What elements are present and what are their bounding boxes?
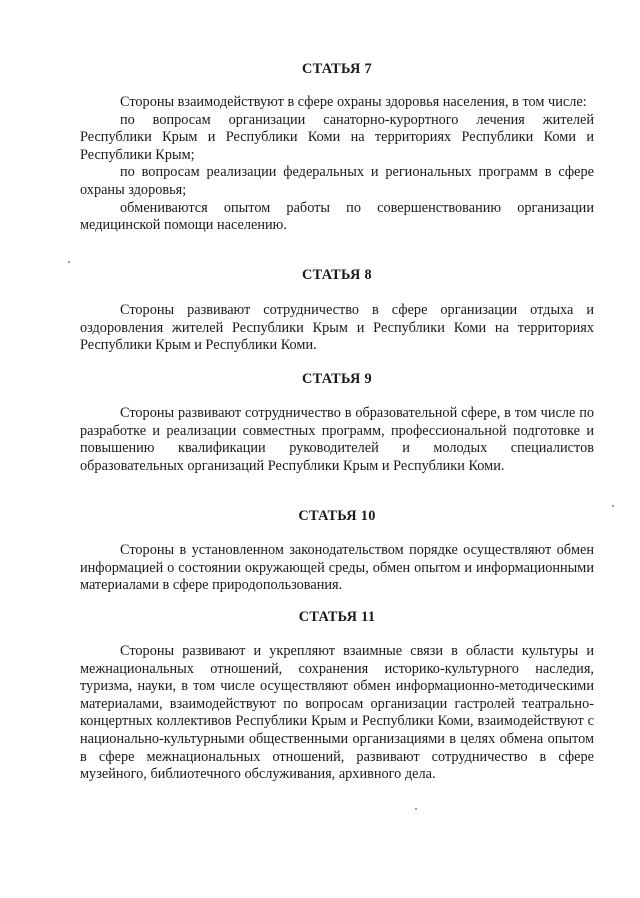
- article-9-paragraph: Стороны развивают сотрудничество в образовательной сфере, в том числе по разработке и реализации совместных программ, профессиональной подготовке и повышению квалификации руководителей и молодых специалистов образовательных организаций Республики Крым и Республики Коми.: [80, 405, 594, 474]
- article-8-paragraph: Стороны развивают сотрудничество в сфере организации отдыха и оздоровления жителей Республики Крым и Республики Коми на территориях Республики Крым и Республики Коми.: [80, 302, 594, 354]
- article-10-heading: СТАТЬЯ 10: [298, 508, 376, 524]
- article-7-paragraph: по вопросам организации санаторно-курортного лечения жителей Республики Крым и Республики Коми на территориях Республики Коми и Республики Крым;: [80, 111, 594, 163]
- scan-speck: [68, 261, 70, 263]
- article-10-body: [80, 542, 594, 595]
- article-7-paragraph: Стороны взаимодействуют в сфере охраны здоровья населения, в том числе:: [120, 94, 587, 110]
- article-8-body: [80, 302, 594, 355]
- article-9-heading: СТАТЬЯ 9: [302, 371, 372, 387]
- article-11-body: [80, 643, 594, 784]
- article-7-body: [80, 94, 594, 235]
- article-8-heading: СТАТЬЯ 8: [302, 267, 372, 283]
- scan-speck: [612, 505, 614, 507]
- scan-speck: [415, 808, 417, 810]
- article-11-paragraph: Стороны развивают и укрепляют взаимные связи в области культуры и межнациональных отношений, сохранения историко-культурного наследия, туризма, науки, в том числе осуществляют обмен информационно-методическими материалами, взаимодействуют по вопросам организации гастролей театрально-концертных коллективов Республики Крым и Республики Коми, взаимодействуют с национально-культурными общественными организациями в целях обмена опытом в сфере межнациональных отношений, развивают сотрудничество в сфере музейного, библиотечного обслуживания, архивного дела.: [80, 643, 594, 783]
- article-7-paragraph: по вопросам реализации федеральных и региональных программ в сфере охраны здоровья;: [80, 164, 594, 198]
- article-10-paragraph: Стороны в установленном законодательством порядке осуществляют обмен информацией о состоянии окружающей среды, обмен опытом и информационными материалами в сфере природопользования.: [80, 542, 594, 594]
- article-7-paragraph: обмениваются опытом работы по совершенствованию организации медицинской помощи населению.: [80, 199, 594, 234]
- article-7-heading: СТАТЬЯ 7: [302, 61, 372, 77]
- article-11-heading: СТАТЬЯ 11: [298, 609, 376, 625]
- article-9-body: [80, 405, 594, 475]
